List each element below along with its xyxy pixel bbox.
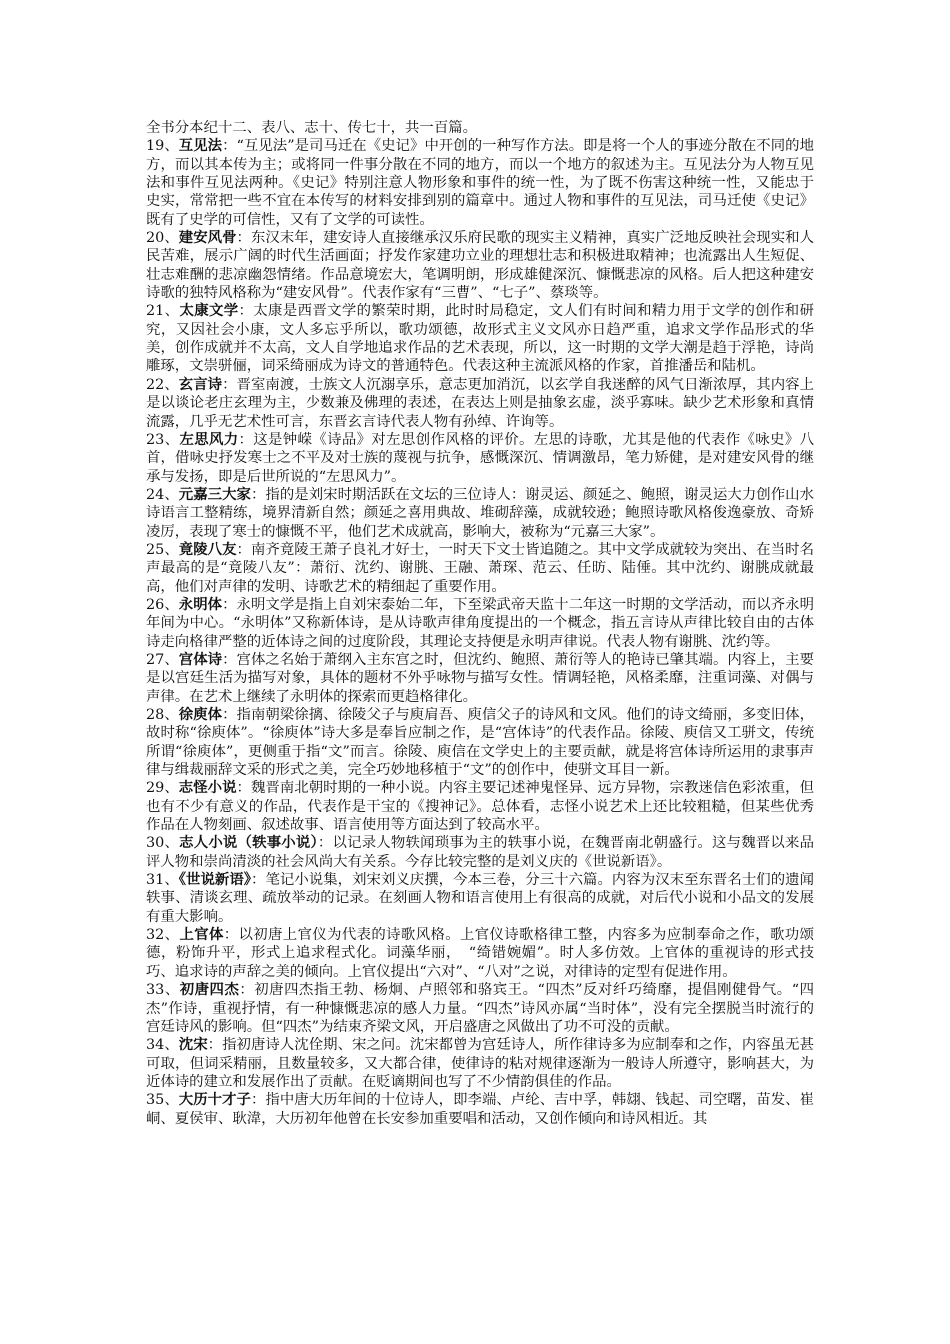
entry-separator: ： [238,431,254,448]
entry-number: 31、 [146,872,179,889]
entry-number: 29、 [146,780,179,797]
entry-text: 以初唐上官仪为代表的诗歌风格。上官仪诗歌格律工整，内容多为应制奉命之作，歌功颂德，粉饰升平，形式上追求程式化。词藻华丽， “绮错婉媚”。时人多仿效。上官体的重视诗的形式技巧、追求诗的声辞之美的倾向。上官仪提出“六对”、“八对”之说，对律诗的定型有促进作用。 [146,927,814,980]
entry-separator: ： [223,927,239,944]
entry-text: 指中唐大历年间的十位诗人，即李端、卢纶、吉中孚，韩翃、钱起、司空曙，苗发、崔峒、夏侯审、耿湋，大历初年他曾在长安参加重要唱和活动，又创作倾向和诗风相近。其 [146,1092,814,1127]
entry-paragraph [146,926,814,981]
entry-text: 笔记小说集，刘宋刘义庆撰，今本三卷，分三十六篇。内容为汉末至东晋名士们的遗闻轶事、清谈玄理、疏放举动的记录。在刻画人物和语言使用上有很高的成就，对后代小说和小品文的发展有重大影响。 [146,872,814,925]
entry-separator: ： [222,651,237,668]
entry-number: 22、 [146,376,179,393]
entry-paragraph [146,596,814,651]
entry-text: 晋室南渡，士族文人沉溺享乐，意志更加消沉，以玄学自我迷醉的风气日渐浓厚，其内容上是以谈论老庄玄理为主，少数兼及佛理的表述，在表达上则是抽象玄虚，淡乎寡味。缺少艺术形象和真情流露，几乎无艺术性可言，东晋玄言诗代表人物有孙绰、许询等。 [146,376,814,430]
entry-paragraph [146,431,814,486]
entry-paragraph [146,1091,814,1128]
entry-number: 32、 [146,927,180,944]
entry-term: 玄言诗 [178,375,223,393]
entry-paragraph [146,229,814,302]
entry-paragraph [146,302,814,375]
entry-term: 初唐四杰 [179,981,240,999]
entry-number: 28、 [146,707,179,723]
entry-paragraph [146,706,814,779]
entry-separator: ： [207,1037,223,1054]
entry-term: 大历十才子 [178,1091,251,1109]
intro-line: 全书分本纪十二、表八、志十、传七十，共一百篇。 [146,120,477,136]
entry-text: 永明文学是指上自刘宋泰始二年，下至梁武帝天监十二年这一时期的文学活动，而以齐永明年间为中心。“永明体”又称新体诗，是从诗歌声律角度提出的一个概念，指五言诗从声律比较自由的古体诗走向格律严整的近体诗之间的过度阶段，其理论支持便是永明声律说。代表人物有谢朓、沈约等。 [146,596,814,650]
entry-text: 指南朝梁徐摛、徐陵父子与庾肩吾、庾信父子的诗风和文风。他们的诗文绮丽，多变旧体，故时称“徐庾体”。“徐庾体”诗大多是奉旨应制之作，是“宫体诗”的代表作品。徐陵、庾信又工骈文，传统所谓“徐庾体”，更侧重于指“文”而言。徐陵、庾信在文学史上的主要贡献，就是将宫体诗所运用的隶事声律与缉裁丽辞文采的形式之美，完全巧妙地移植于“文”的创作中，使骈文耳目一新。 [146,707,814,779]
entry-number: 34、 [146,1037,179,1054]
entry-text: 初唐四杰指王勃、杨炯、卢照邻和骆宾王。“四杰”反对纤巧绮靡，提倡刚健骨气。“四杰”作诗，重视抒情，有一种慷慨悲凉的感人力量。“四杰”诗风亦属“当时体”，没有完全摆脱当时流行的宫廷诗风的影响。但“四杰”为结束齐梁文风，开启盛唐之风做出了功不可没的贡献。 [146,982,814,1035]
entry-text: 指初唐诗人沈佺期、宋之问。沈宋都曾为宫廷诗人，所作律诗多为应制奉和之作，内容虽无甚可取，但词采精丽，且数量较多，又大都合律，使律诗的粘对规律逐渐为一般诗人所遵守，影响甚大，为近体诗的建立和发展作出了贡献。在贬谪期间也写了不少情韵俱佳的作品。 [146,1037,814,1090]
entry-separator: ： [236,541,251,558]
entry-paragraph [146,651,814,706]
entry-number: 35、 [146,1092,179,1109]
entry-term: 永明体 [178,595,223,613]
entry-term: 沈宋 [178,1036,208,1054]
entry-list [146,137,814,1128]
entry-text: 指的是刘宋时期活跃在文坛的三位诗人：谢灵运、颜延之、鲍照，谢灵运大力创作山水诗语言工整精练，境界清新自然；颜延之喜用典故、堆砌辞藻，成就较逊；鲍照诗歌风格俊逸豪放、奇矫凌厉，表现了寒士的慷慨不平，他们艺术成就高，影响大，被称为“元嘉三大家”。 [146,486,814,540]
entry-text: 魏晋南北朝时期的一种小说。内容主要记述神鬼怪异、远方异物，宗教迷信色彩浓重，但也有不少有意义的作品，代表作是干宝的《搜神记》。总体看，志怪小说艺术上还比较粗糙，但某些优秀作品在人物刻画、叙述故事、语言使用等方面达到了较高水平。 [146,780,814,834]
entry-separator: ： [317,835,333,852]
entry-separator: ： [251,872,266,889]
entry-term: 徐庾体 [178,706,223,723]
entry-term: 建安风骨 [178,229,237,247]
entry-paragraph [146,834,814,871]
entry-text: “互见法”是司马迁在《史记》中开创的一种写作方法。即是将一个人的事迹分散在不同的地方，而以其本传为主；或将同一件事分散在不同的地方，而以一个地方的叙述为主。互见法分为人物互见法和事件互见法两种。《史记》特别注意人物形象和事件的统一性，为了既不伤害这种统一性，又能忠于史实，常常把一些不宜在本传写的材料安排到别的篇章中。通过人物和事件的互见法，司马迁使《史记》既有了史学的可信性，又有了文学的可读性。 [146,138,814,228]
entry-paragraph [146,486,814,541]
entry-separator: ： [239,982,255,999]
entry-number: 19、 [146,138,179,155]
entry-term: 左思风力 [179,430,239,448]
entry-paragraph [146,1036,814,1091]
entry-term: 竟陵八友 [178,540,237,558]
entry-term: 上官体 [179,926,224,944]
entry-number: 33、 [146,982,180,999]
entry-text: 南齐竟陵王萧子良礼才好士，一时天下文士皆追随之。其中文学成就较为突出、在当时名声最高的是“竟陵八友”：萧衍、沈约、谢朓、王融、萧琛、范云、任昉、陆倕。其中沈约、谢朓成就最高，他们对声律的发明、诗歌艺术的精细起了重要作用。 [146,541,814,595]
entry-paragraph [146,137,814,229]
entry-number: 24、 [146,486,179,503]
entry-separator: ： [236,230,251,247]
entry-separator: ： [250,1092,266,1109]
entry-term: 太康文学 [179,302,239,320]
entry-separator: ： [238,303,254,320]
entry-text: 东汉末年，建安诗人直接继承汉乐府民歌的现实主义精神，真实广泛地反映社会现实和人民苦难，展示广阔的时代生活画面；抒发作家建功立业的理想壮志和积极进取精神；也流露出人生短促、壮志难酬的悲凉幽怨情绪。作品意境宏大，笔调明朗，形成雄健深沉、慷慨悲凉的风格。后人把这种建安诗歌的独特风格称为“建安风骨”。代表作家有“三曹”、“七子”、蔡琰等。 [146,230,814,302]
entry-separator: ： [250,486,266,503]
entry-separator: ： [222,707,237,723]
entry-term: 互见法 [178,137,223,155]
entry-term: 元嘉三大家 [178,485,251,503]
entry-number: 30、 [146,835,180,852]
entry-term: 宫体诗 [178,650,223,668]
entry-paragraph [146,871,814,926]
entry-separator: ： [222,138,237,155]
entry-number: 26、 [146,596,179,613]
entry-separator: ： [236,780,251,797]
entry-term: 《世说新语》 [178,871,252,889]
entry-number: 20、 [146,230,179,247]
entry-number: 23、 [146,431,180,448]
entry-text: 宫体之名始于萧纲入主东宫之时，但沈约、鲍照、萧衍等人的艳诗已肇其端。内容上，主要是以宫廷生活为描写对象，具体的题材不外乎咏物与描写女性。情调轻艳，风格柔靡，注重词藻、对偶与声律。在艺术上继续了永明体的探索而更趋格律化。 [146,651,814,705]
entry-term: 志怪小说 [178,779,237,797]
entry-text: 太康是西晋文学的繁荣时期，此时时局稳定，文人们有时间和精力用于文学的创作和研究，又因社会小康，文人多忘乎所以，歌功颂德，故形式主义文风亦日趋严重，追求文学作品形式的华美，创作成就并不太高，文人自学地追求作品的艺术表现，所以，这一时期的文学大潮是趋于浮艳，诗尚雕琢，文崇骈俪，词采绮丽成为诗文的普通特色。代表这种主流派风格的作家，首推潘岳和陆机。 [146,303,814,375]
entry-text: 这是钟嵘《诗品》对左思创作风格的评价。左思的诗歌，尤其是他的代表作《咏史》八首，借咏史抒发寒士之不平及对士族的蔑视与抗争，感慨深沉、情调激昂，笔力矫健，是对建安风骨的继承与发扬，即是后世所说的“左思风力”。 [146,431,814,485]
entry-separator: ： [222,376,237,393]
entry-paragraph [146,981,814,1036]
entry-term: 志人小说（轶事小说） [179,834,318,852]
entry-separator: ： [222,596,237,613]
entry-paragraph [146,779,814,834]
entry-number: 27、 [146,651,179,668]
entry-text: 以记录人物轶闻琐事为主的轶事小说，在魏晋南北朝盛行。这与魏晋以来品评人物和崇尚清淡的社会风尚大有关系。今存比较完整的是刘义庆的《世说新语》。 [146,835,814,870]
entry-paragraph [146,541,814,596]
entry-number: 21、 [146,303,180,320]
entry-paragraph [146,376,814,431]
entry-number: 25、 [146,541,179,558]
